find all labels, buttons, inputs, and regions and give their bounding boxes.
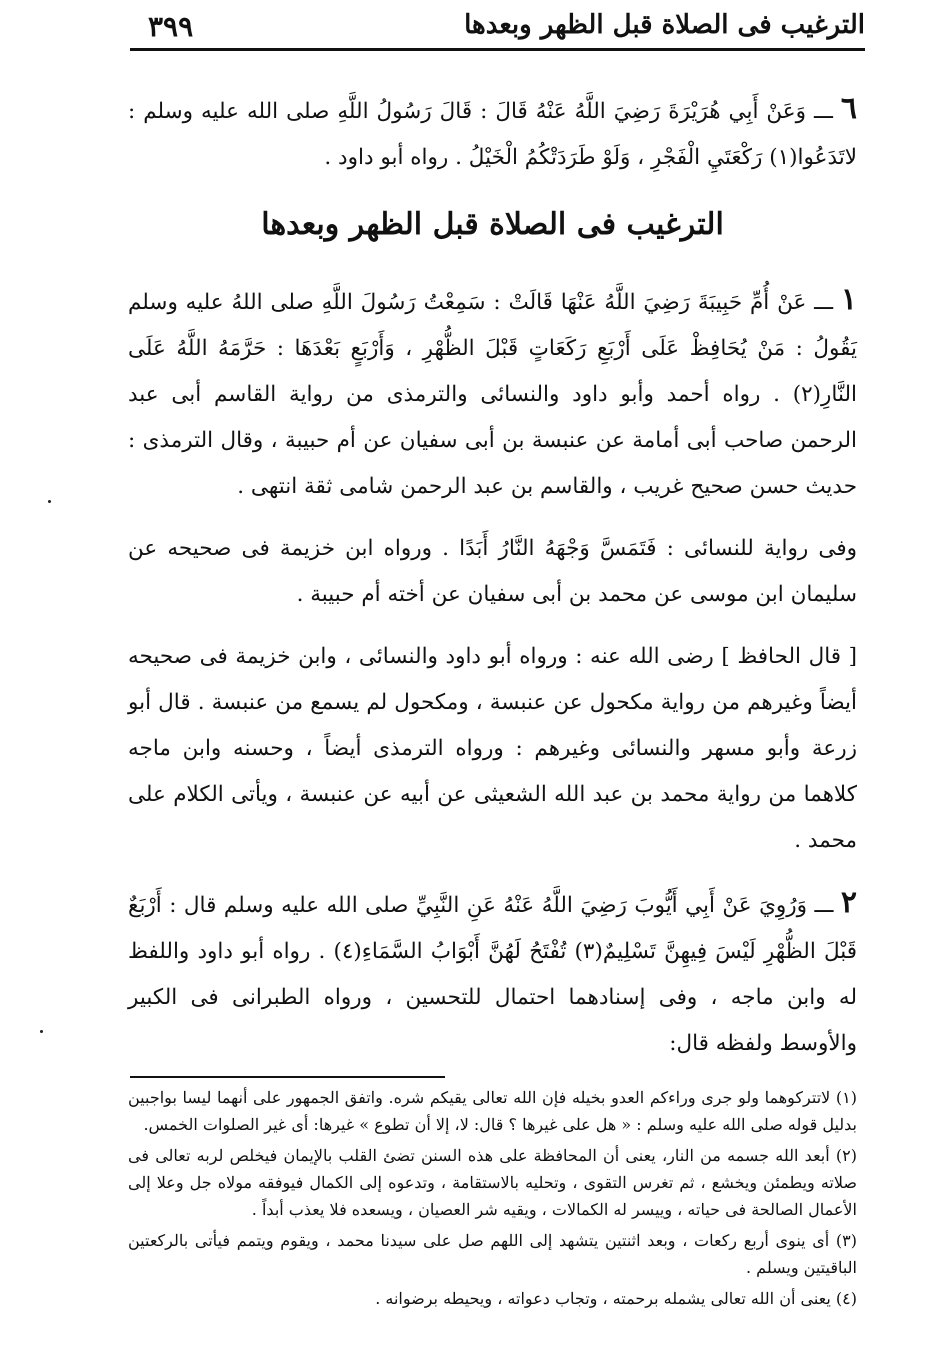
scan-speck: [40, 1030, 43, 1033]
main-text: [128, 86, 857, 1067]
footnote-3: (٣) أى ينوى أربع ركعات ، وبعد اثنتين يتشهد إلى اللهم صل على سيدنا محمد ، ويقوم ويتمم فيأتى بالركعتين الباقيتين ويسلم .: [128, 1231, 857, 1277]
footnote-1: (١) لاتتركوهما ولو جرى وراءكم العدو بخيله فإن الله تعالى يقيكم شره. واتفق الجمهور على أنهما ليسا بواجبين بدليل قوله صلى الله عليه وسلم : « هل على غيرها ؟ قال: لا، إلا أن تطوع » غيرها: أى غير الصلوات الخمس.: [128, 1088, 857, 1134]
hadith-6: [128, 86, 857, 181]
hadith-text: ـــ وَرُوِيَ عَنْ أَبِي أَيُّوبَ رَضِيَ اللَّهُ عَنْهُ عَنِ النَّبِيِّ صلى الله عليه وسلم قال : أَرْبَعٌ قَبْلَ الظُّهْرِ لَيْسَ فِيهِنَّ تَسْلِيمٌ(٣) تُفْتَحُ لَهُنَّ أَبْوَابُ السَّمَاءِ(٤) . رواه أبو داود واللفظ له وابن ماجه ، وفى إسنادهما احتمال للتحسين ، ورواه الطبرانى فى الكبير والأوسط ولفظه قال:: [128, 893, 857, 1056]
section-title: الترغيب فى الصلاة قبل الظهر وبعدها: [261, 207, 724, 242]
page-number: ٣٩٩: [148, 10, 194, 43]
hadith-number: ٢: [840, 885, 857, 920]
footnote-2: (٢) أبعد الله جسمه من النار، يعنى أن المحافظة على هذه السنن تضئ القلب بالإيمان فيخلص لربه تعالى فى صلاته ويطمئن ويخشع ، ثم تغرس التقوى ، وتحليه بالاستقامة ، وتدعوه إلى الكمال فيوفقه مولاه جل وعلا إلى الأعمال الصالحة فى حياته ، وييسر له الكمالات ، ويقيه شر العصيان ، ويسعده فلا يعذب أبداً .: [128, 1146, 857, 1219]
footnote-rule: [130, 1076, 445, 1078]
header-rule: [130, 48, 865, 51]
footnotes: [128, 1084, 857, 1312]
paragraph-hafiz-comment: [ قال الحافظ ] رضى الله عنه : ورواه أبو داود والنسائى ، وابن خزيمة فى صحيحه أيضاً وغيرهم من رواية مكحول عن عنبسة ، ومكحول لم يسمع من عنبسة . قال أبو زرعة وأبو مسهر والنسائى وغيرهم : ورواه الترمذى أيضاً ، وحسنه وابن ماجه كلاهما من رواية محمد بن عبد الله الشعيثى عن أبيه عن عنبسة ، ويأتى الكلام على محمد .: [128, 644, 857, 853]
hadith-text: ـــ وَعَنْ أَبِي هُرَيْرَةَ رَضِيَ اللَّهُ عَنْهُ قَالَ : قَالَ رَسُولُ اللَّهِ صلى الله عليه وسلم :: [128, 99, 833, 124]
hadith-text: ـــ عَنْ أُمِّ حَبِيبَةَ رَضِيَ اللَّهُ عَنْهَا قَالَتْ : سَمِعْتُ رَسُولَ اللَّهِ صلى اللهُ عليه وسلم يَقُولُ : مَنْ يُحَافِظْ عَلَى أَرْبَعِ رَكَعَاتٍ قَبْلَ الظُّهْرِ ، وَأَرْبَعٍ بَعْدَهَا : حَرَّمَهُ اللَّهُ عَلَى النَّارِ(٢) . رواه أحمد وأبو داود والنسائى والترمذى من رواية القاسم أبى عبد الرحمن صاحب أبى أمامة عن عنبسة بن أبى سفيان عن أم حبيبة ، وقال الترمذى : حديث حسن صحيح غريب ، والقاسم بن عبد الرحمن شامى ثقة انتهى .: [128, 290, 857, 499]
hadith-2: [128, 880, 857, 1067]
page-header: [130, 10, 865, 46]
footnote-4: (٤) يعنى أن الله تعالى يشمله برحمته ، وتجاب دعواته ، ويحيطه برضوانه .: [375, 1289, 857, 1308]
hadith-1: [128, 277, 857, 510]
hadith-text: لاتَدَعُوا(١) رَكْعَتَيِ الْفَجْرِ ، وَلَوْ طَرَدَتْكُمُ الْخَيْلُ . رواه أبو داود .: [324, 145, 857, 170]
hadith-number: ٦: [840, 91, 857, 126]
running-title: الترغيب فى الصلاة قبل الظهر وبعدها: [464, 10, 865, 40]
hadith-number: ١: [840, 282, 857, 317]
paragraph-nasai-narration: وفى رواية للنسائى : فَتَمَسَّ وَجْهَهُ النَّارُ أَبَدًا . ورواه ابن خزيمة فى صحيحه عن سليمان ابن موسى عن محمد بن أبى سفيان عن أخته أم حبيبة .: [128, 536, 857, 607]
scan-speck: [48, 500, 51, 503]
